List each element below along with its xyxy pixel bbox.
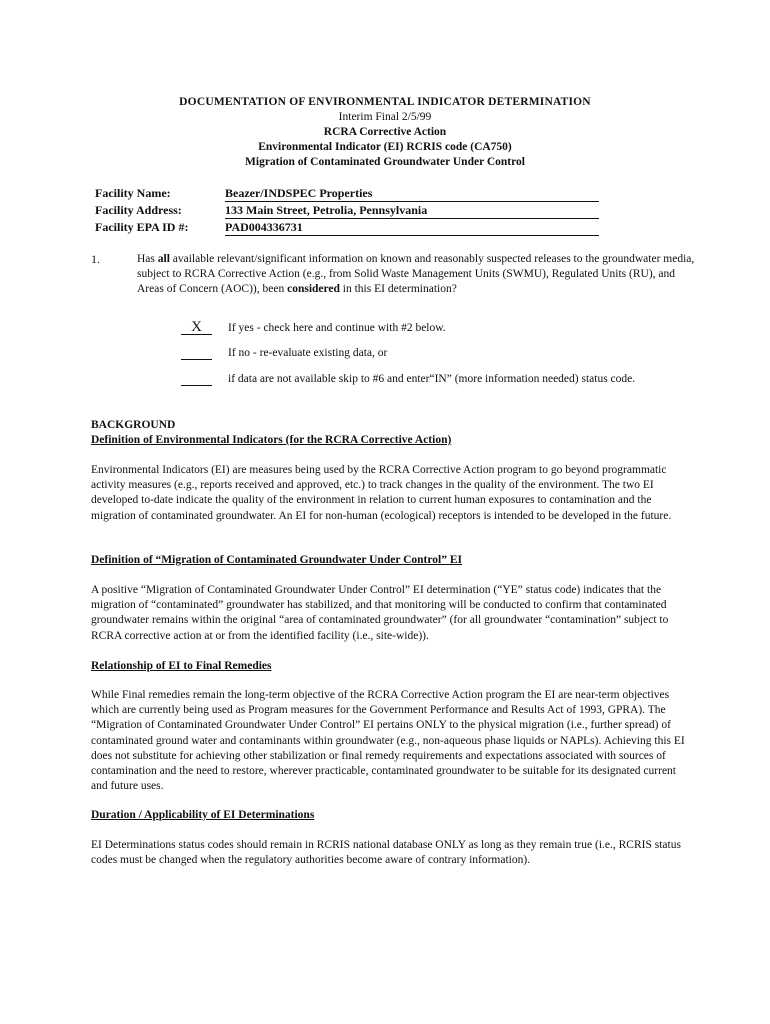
- program-title: RCRA Corrective Action: [323, 126, 447, 138]
- question-number: 1.: [91, 252, 100, 266]
- option-yes-text: If yes - check here and continue with #2 below.: [228, 322, 446, 334]
- indicator-name: Migration of Contaminated Groundwater Under Control: [245, 156, 525, 168]
- relationship-heading: Relationship of EI to Final Remedies: [91, 660, 272, 672]
- def-ei-text: Environmental Indicators (EI) are measures being used by the RCRA Corrective Action program to go beyond programmatic activity measures (e.g., reports received and approved, etc.) to track changes in the quality of the environment. The two EI developed to-date indicate the quality of the environment in relation to current human exposures to contamination and the migration of contaminated groundwater. An EI for non-human (ecological) receptors is intended to be developed in the future.: [91, 464, 672, 522]
- facility-epa-label: Facility EPA ID #:: [95, 220, 189, 234]
- duration-text: EI Determinations status codes should remain in RCRIS national database ONLY as long as they remain true (i.e., RCRIS status codes must be changed when the regulatory authorities become aware of contrary information).: [91, 839, 681, 867]
- indicator-code: Environmental Indicator (EI) RCRIS code (CA750): [258, 141, 512, 153]
- facility-name-label: Facility Name:: [95, 186, 171, 200]
- facility-address-value: 133 Main Street, Petrolia, Pennsylvania: [225, 203, 599, 219]
- facility-name-value: Beazer/INDSPEC Properties: [225, 186, 599, 202]
- duration-heading: Duration / Applicability of EI Determinations: [91, 809, 315, 821]
- facility-address-label: Facility Address:: [95, 203, 182, 217]
- def-migration-text: A positive “Migration of Contaminated Groundwater Under Control” EI determination (“YE” status code) indicates that the migration of “contaminated” groundwater has stabilized, and that monitoring will be conducted to confirm that contaminated groundwater remains within the original “area of contaminated groundwater” (for all groundwater “contamination” subject to RCRA corrective action at or from the identified facility (i.e., site-wide)).: [91, 584, 669, 642]
- def-migration-heading: Definition of “Migration of Contaminated Groundwater Under Control” EI: [91, 554, 462, 566]
- option-na-check[interactable]: [181, 371, 212, 386]
- option-na-text: if data are not available skip to #6 and enter“IN” (more information needed) status code.: [228, 373, 636, 385]
- question-text: Has all available relevant/significant information on known and reasonably suspected releases to the groundwater media, subject to RCRA Corrective Action (e.g., from Solid Waste Management Units (SWMU), Regulated Units (RU), and Areas of Concern (AOC)), been considered in this EI determination?: [137, 253, 695, 296]
- option-yes-check[interactable]: X: [181, 320, 212, 335]
- option-no-text: If no - re-evaluate existing data, or: [228, 347, 388, 359]
- relationship-text: While Final remedies remain the long-term objective of the RCRA Corrective Action program the EI are near-term objectives which are currently being used as Program measures for the Government Performance and Results Act of 1993, GPRA). The “Migration of Contaminated Groundwater Under Control” EI pertains ONLY to the physical migration (i.e., further spread) of contaminated ground water and contaminants within groundwater (e.g., non-aqueous phase liquids or NAPLs). Achieving this EI does not substitute for achieving other stabilization or final remedy requirements and expectations associated with sources of contamination and the need to restore, wherever practicable, contaminated groundwater to be suitable for its designated current and future uses.: [91, 689, 685, 793]
- document-title: DOCUMENTATION OF ENVIRONMENTAL INDICATOR DETERMINATION: [179, 96, 591, 108]
- background-heading: BACKGROUND: [91, 419, 176, 431]
- def-ei-heading: Definition of Environmental Indicators (for the RCRA Corrective Action): [91, 434, 452, 446]
- facility-epa-value: PAD004336731: [225, 220, 599, 236]
- option-no-check[interactable]: [181, 345, 212, 360]
- document-subtitle: Interim Final 2/5/99: [338, 111, 432, 123]
